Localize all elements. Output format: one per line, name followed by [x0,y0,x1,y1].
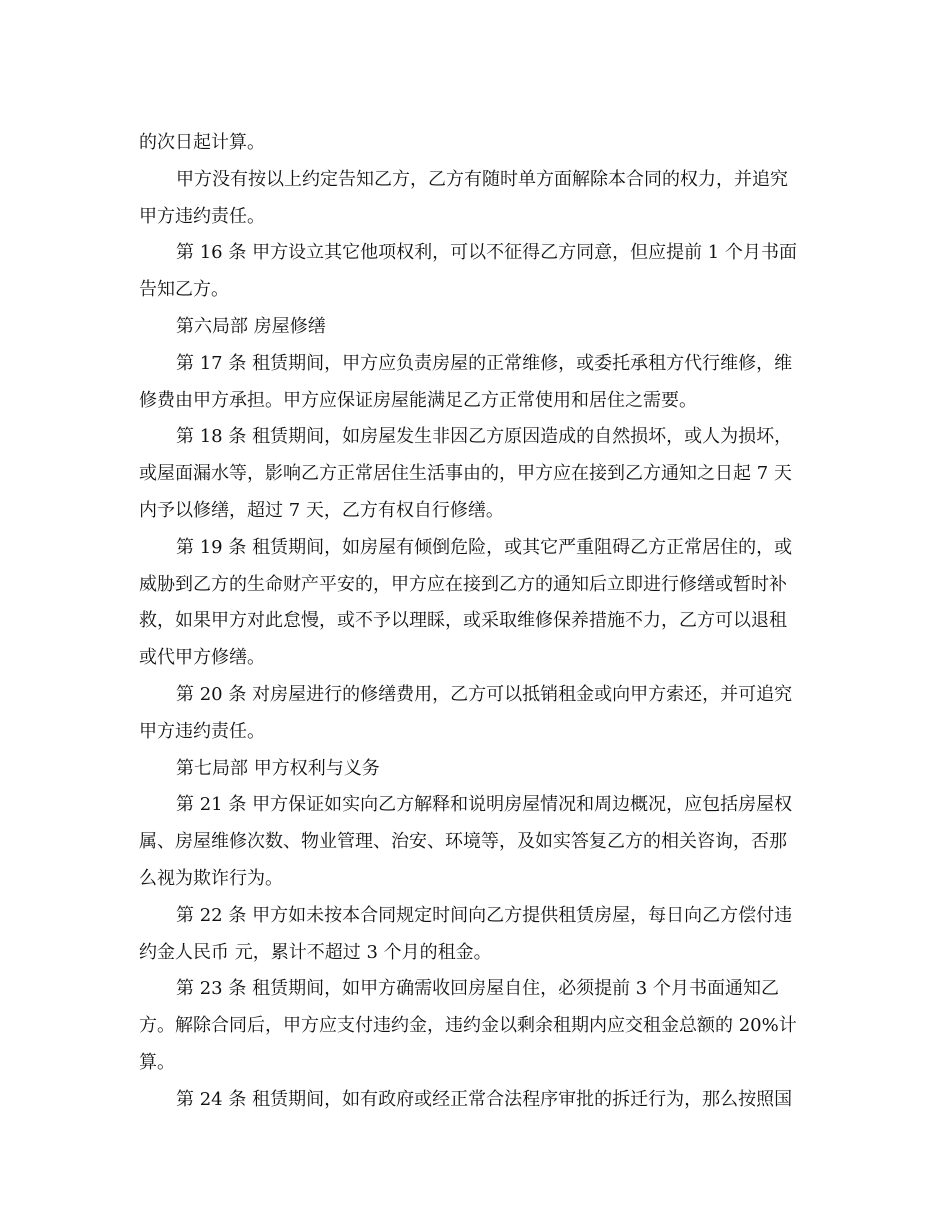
text-line: 或代甲方修缮。 [139,647,265,669]
article-16-line: 第 16 条 甲方设立其它他项权利，可以不征得乙方同意，但应提前 1 个月书面 [176,242,797,264]
text-line: 属、房屋维修次数、物业管理、治安、环境等，及如实答复乙方的相关咨询，否那 [139,831,787,853]
article-21-line: 第 21 条 甲方保证如实向乙方解释和说明房屋情况和周边概况，应包括房屋权 [176,794,793,816]
text-line: 方。解除合同后，甲方应支付违约金，违约金以剩余租期内应交租金总额的 20%计 [139,1015,797,1037]
text-line: 的次日起计算。 [139,132,265,153]
text-line: 或屋面漏水等，影响乙方正常居住生活事由的，甲方应在接到乙方通知之日起 7 天 [139,463,792,485]
text-line: 甲方没有按以上约定告知乙方，乙方有随时单方面解除本合同的权力，并追究 [176,168,788,190]
section-heading-part-6: 第六局部 房屋修缮 [176,315,326,337]
text-line: 救，如果甲方对此怠慢，或不予以理睬，或采取维修保养措施不力，乙方可以退租 [139,610,787,632]
article-24-line: 第 24 条 租赁期间，如有政府或经正常合法程序审批的拆迁行为，那么按照国 [176,1088,793,1110]
article-20-line: 第 20 条 对房屋进行的修缮费用，乙方可以抵销租金或向甲方索还，并可追究 [176,683,793,705]
article-22-line: 第 22 条 甲方如未按本合同规定时间向乙方提供租赁房屋，每日向乙方偿付违 [176,904,793,926]
text-line: 告知乙方。 [139,279,229,301]
article-19-line: 第 19 条 租赁期间，如房屋有倾倒危险，或其它严重阻碍乙方正常居住的，或 [176,536,793,558]
text-line: 约金人民币 元，累计不超过 3 个月的租金。 [139,941,492,963]
text-line: 算。 [139,1051,175,1073]
article-18-line: 第 18 条 租赁期间，如房屋发生非因乙方原因造成的自然损坏，或人为损坏， [176,426,793,448]
article-17-line: 第 17 条 租赁期间，甲方应负责房屋的正常维修，或委托承租方代行维修，维 [176,352,793,374]
text-line: 么视为欺诈行为。 [139,867,283,889]
document-body [139,125,819,1119]
article-23-line: 第 23 条 租赁期间，如甲方确需收回房屋自住，必须提前 3 个月书面通知乙 [176,978,779,1000]
text-line: 修费由甲方承担。甲方应保证房屋能满足乙方正常使用和居住之需要。 [139,389,697,411]
text-line: 甲方违约责任。 [139,205,265,227]
text-line: 威胁到乙方的生命财产平安的，甲方应在接到乙方的通知后立即进行修缮或暂时补 [139,573,787,595]
text-line: 甲方违约责任。 [139,720,265,742]
text-line: 内予以修缮，超过 7 天，乙方有权自行修缮。 [139,499,504,521]
section-heading-part-7: 第七局部 甲方权利与义务 [176,757,380,779]
